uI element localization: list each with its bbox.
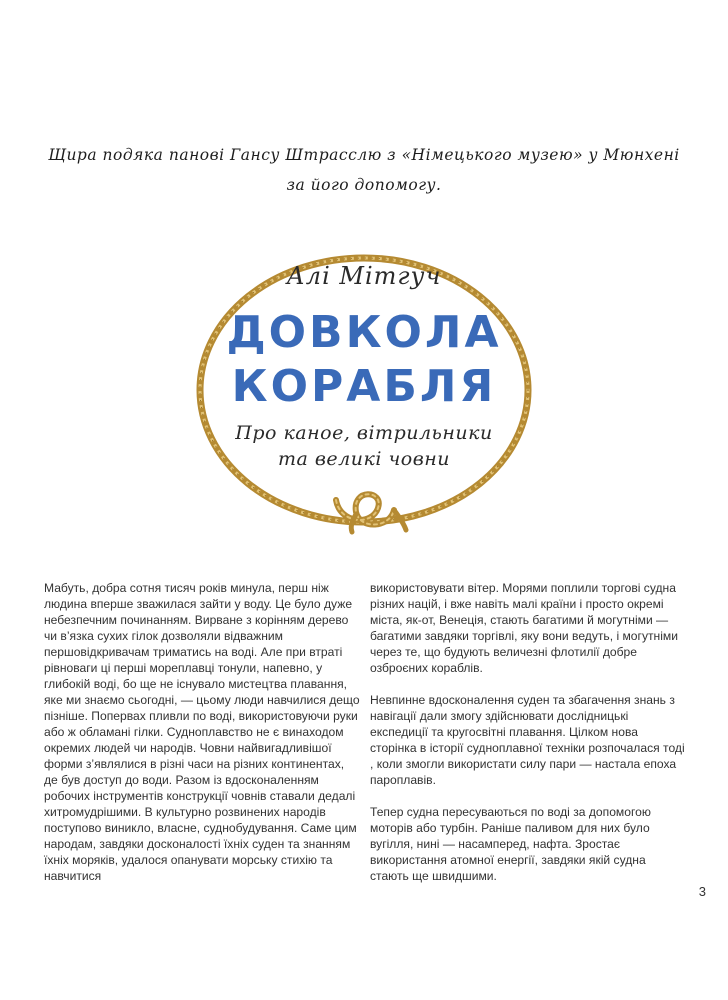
author-name: Алі Мітгуч [286, 262, 442, 290]
body-paragraph: Мабуть, добра сотня тисяч років минула, перш ніж людина вперше зважилася зайти у воду. Це було дуже небезпечним починанням. Вирване з корінням дерево чи в’язка сухих гілок дозволяли відважним першовідкривачам триматись на воді. Але при втраті рівноваги ці перші мореплавці тонули, напевно, у глибокій воді, бо ще не існувало мистецтва плавання, яке ми знаємо сьогодні, — цьому люди навчилися дещо пізніше. Поперваx пливли по воді, використовуючи руки або ж обламані гілки. Судноплавство не є винаходом окремих людей чи народів. Човни найвигадливішої форми з’являлися в різні часи на різних континентах, де був доступ до води. Разом із вдосконаленням робочих інструментів конструкції човнів ставали дедалі хитромудрішими. В культурно розвинених народів поступово виникло, власне, суднобудування. Саме цим народам, завдяки досконалості їхніх суден та знанням їхніх моряків, удалося опанувати морську стихію та навчитися [44, 581, 360, 883]
book-title-line-1: ДОВКОЛА [226, 307, 502, 358]
acknowledgement-line-2: за його допомогу. [286, 176, 442, 194]
book-title-line-2: КОРАБЛЯ [231, 361, 497, 412]
body-column-right [370, 580, 686, 900]
subtitle-line-2: та великі човни [277, 448, 451, 470]
body-paragraph: Невпинне вдосконалення суден та збагачення знань з навігації дали змогу здійснювати дослідницькі експедиції та кругосвітні плавання. Цілком нова сторінка в історії судноплавної техніки розпочалася тоді , коли змогли використати силу пари — настала епоха пароплавів. [370, 693, 685, 787]
rope-knot-icon [336, 494, 406, 532]
body-paragraph: використовувати вітер. Морями поплили торгові судна різних націй, і вже навіть малі країни і просто окремі міста, як-от, Венеція, стають багатими й могутніми — багатими завдяки торгівлі, яку вони ведуть, і могутніми через те, що будують величезні флотилії добре озброєних кораблів. [370, 581, 678, 675]
book-subtitle [190, 420, 538, 472]
subtitle-line-1: Про каное, вітрильники [235, 422, 493, 444]
body-column-left [44, 580, 360, 900]
body-paragraph: Тепер судна пересуваються по воді за допомогою моторів або турбін. Раніше паливом для них було вугілля, нині — насамперед, нафта. Зростає використання атомної енергії, завдяки якій судна стають ще швидшими. [370, 805, 651, 883]
acknowledgement-line-1: Щира подяка панові Гансу Штрасслю з «Німецького музею» у Мюнхені [48, 146, 680, 164]
page-number: 3 [698, 884, 706, 899]
